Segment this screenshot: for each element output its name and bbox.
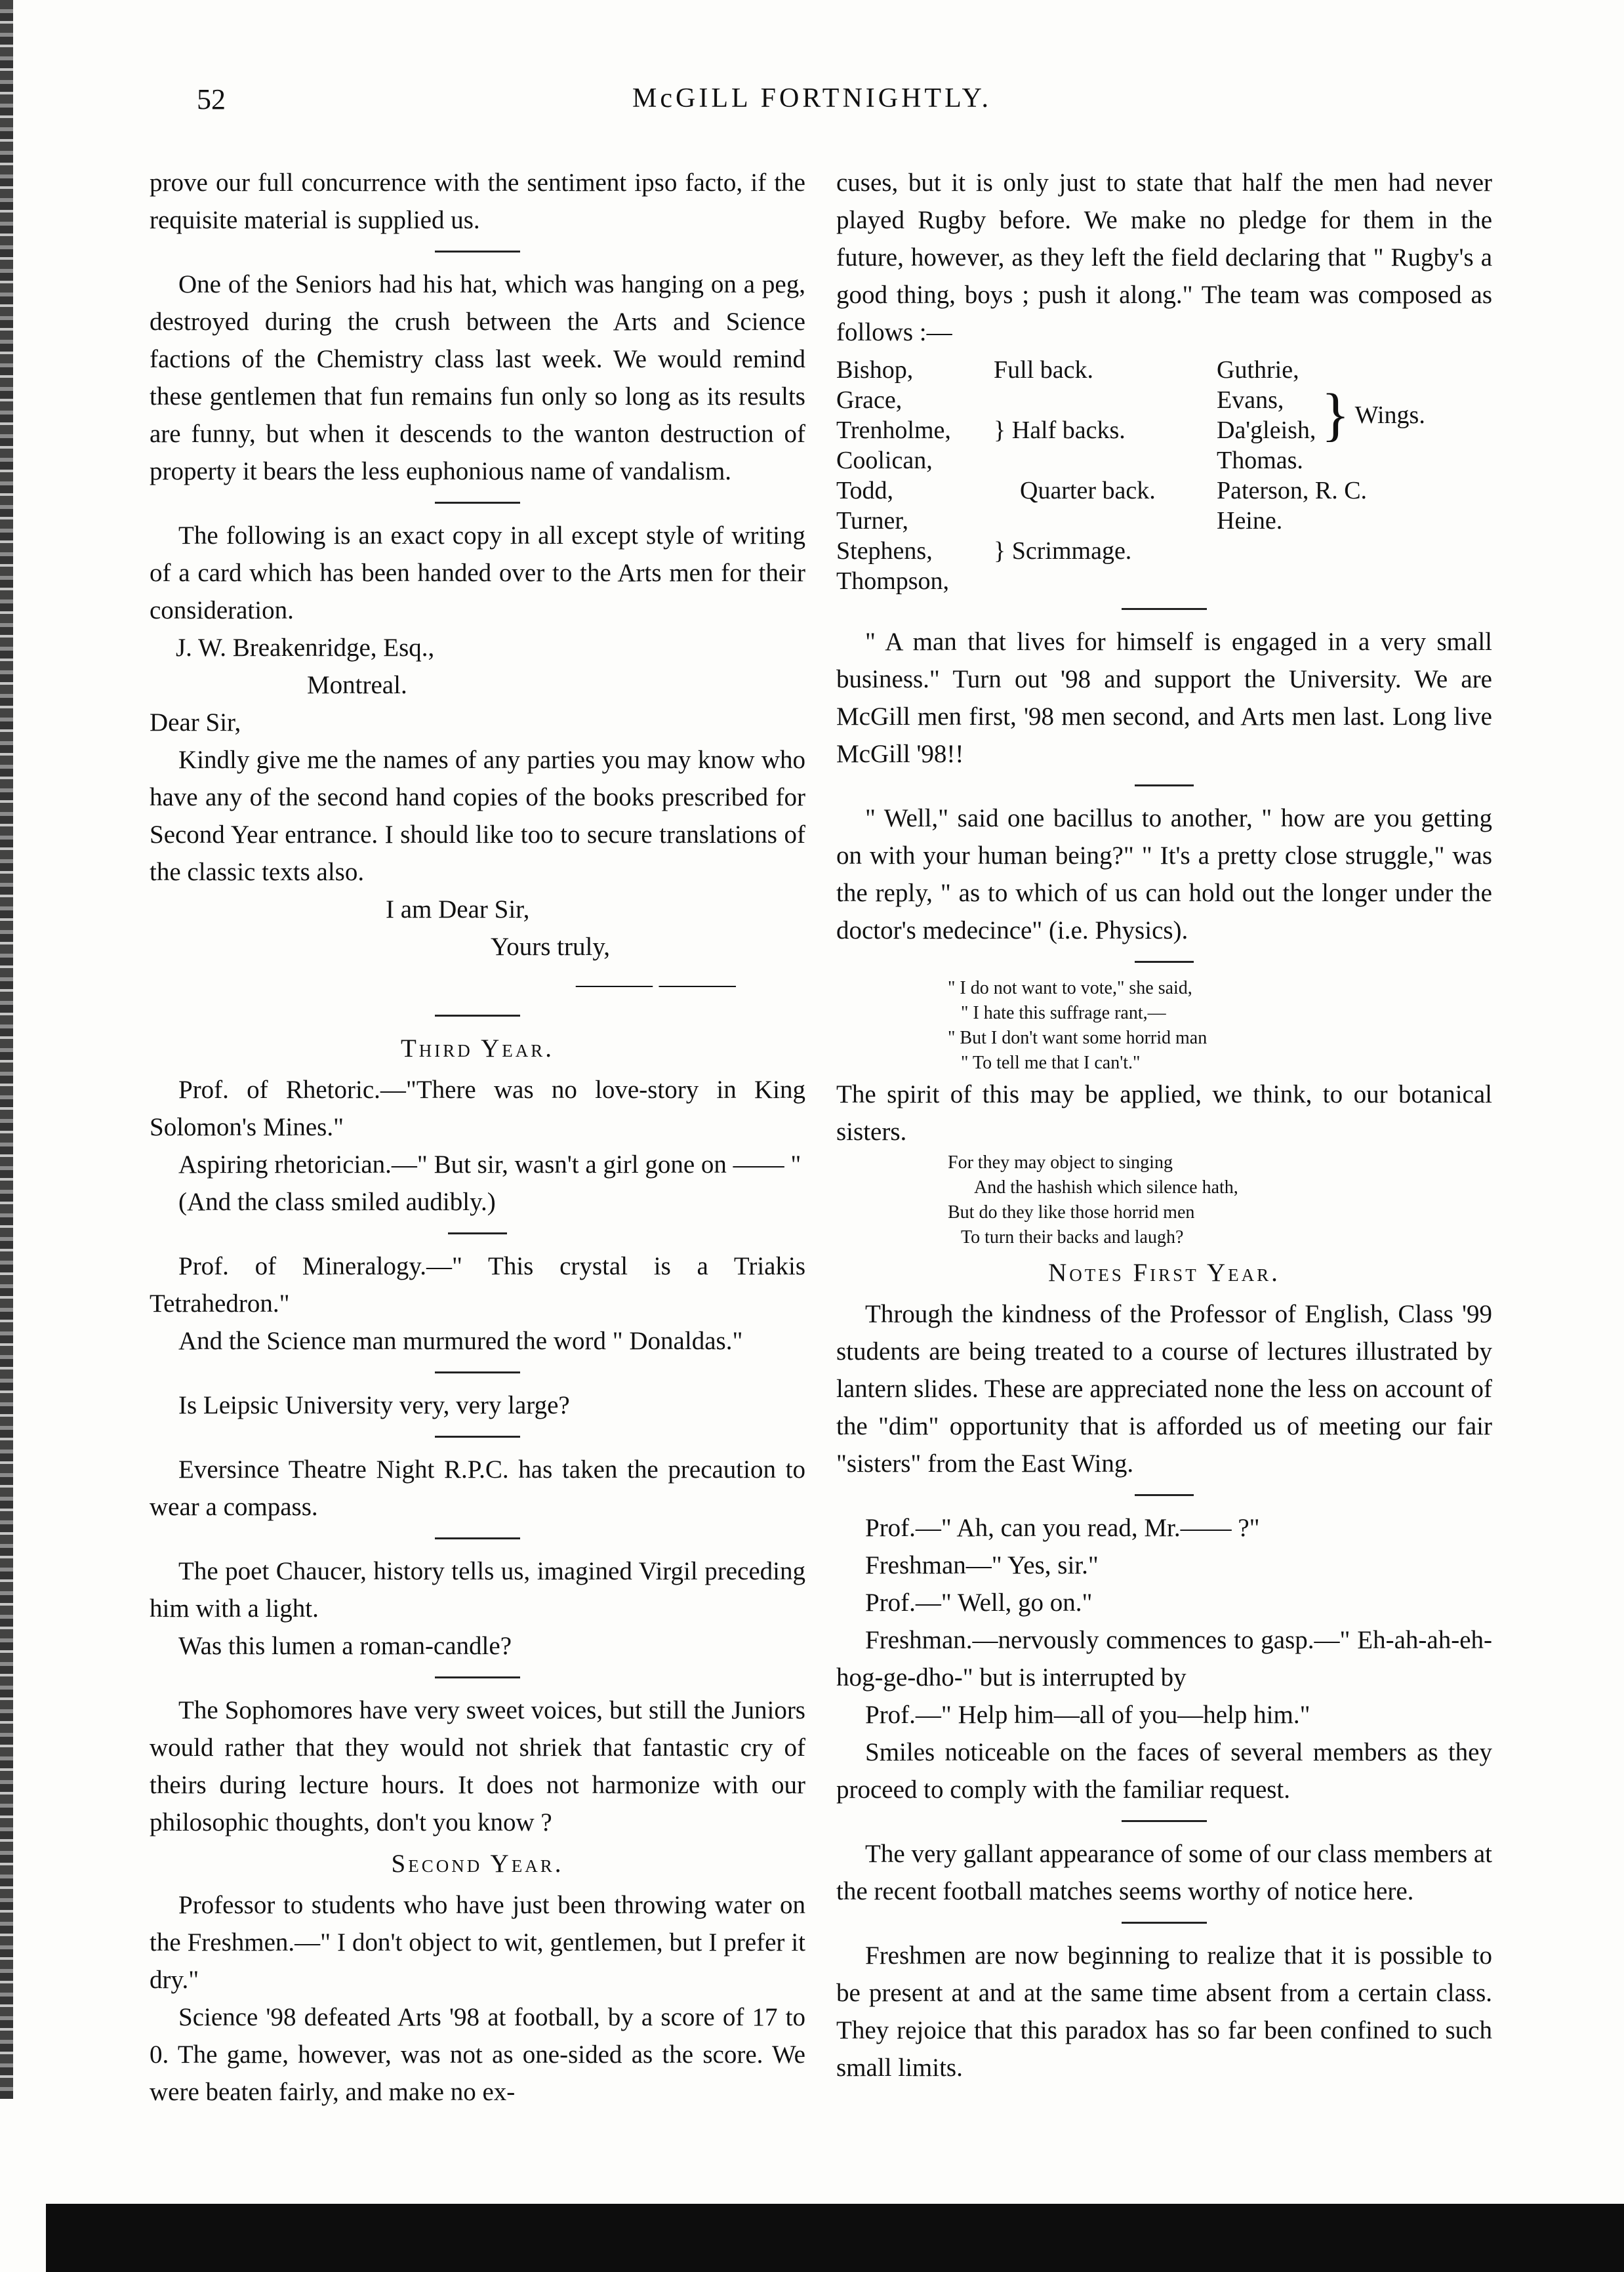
fullback-label: Full back. — [994, 356, 1093, 384]
poem-line: But do they like those horrid men — [948, 1202, 1195, 1223]
scrimmage-name: Stephens, — [836, 537, 933, 565]
leipsic: Is Leipsic University very, very large? — [178, 1391, 570, 1419]
divider — [1135, 784, 1194, 786]
divider — [1135, 1494, 1194, 1496]
brace-icon: } — [994, 537, 1012, 565]
letter-body: Kindly give me the names of any parties you may know who have any of the second hand copies of the books prescribed for Second Year entrance. I should like too to secure translations of the classic texts also. — [150, 746, 805, 886]
wing-name: Thomas. — [1217, 447, 1303, 474]
divider — [448, 1232, 507, 1234]
brace-icon: } — [1321, 382, 1350, 447]
paradox: Freshmen are now beginning to realize that it is possible to be present at and at the same time absent from a certain class. They rejoice that this paradox has so far been confined to such small limits. — [836, 1941, 1492, 2082]
third-year-class: (And the class smiled audibly.) — [178, 1188, 496, 1216]
quarterback-label: Quarter back. — [1020, 477, 1156, 504]
scan-edge — [0, 0, 13, 2099]
dialogue-line: Freshman.—nervously commences to gasp.—" Eh-ah-ah-eh-hog-ge-dho-" but is interrupted by — [836, 1626, 1492, 1692]
divider — [435, 1371, 520, 1373]
letter-close: I am Dear Sir, — [386, 895, 530, 923]
second-year-football: Science '98 defeated Arts '98 at football, by a score of 17 to 0. The game, however, was not as one-sided as the score. We were beaten fairly, and make no ex- — [150, 2003, 805, 2106]
quarterback-name: Todd, — [836, 477, 894, 504]
chaucer: The poet Chaucer, history tells us, imagined Virgil preceding him with a light. — [150, 1557, 805, 1623]
second-year-water: Professor to students who have just been throwing water on the Freshmen.—" I don't object to wit, gentlemen, but I prefer it dry." — [150, 1891, 805, 1994]
running-title: McGILL FORTNIGHTLY. — [632, 83, 992, 113]
poem-comment: The spirit of this may be applied, we think, to our botanical sisters. — [836, 1080, 1492, 1146]
heading-second-year: Second Year. — [391, 1850, 564, 1878]
letter-city: Montreal. — [307, 671, 407, 699]
dialogue-line: Smiles noticeable on the faces of several members as they proceed to comply with the familiar request. — [836, 1738, 1492, 1804]
other-player: Heine. — [1217, 507, 1283, 535]
halfbacks-label: Half backs. — [1011, 416, 1126, 444]
roman-candle: Was this lumen a roman-candle? — [178, 1632, 512, 1660]
mineralogy-reply: And the Science man murmured the word " Donaldas." — [178, 1327, 743, 1355]
page-header — [0, 83, 1624, 135]
fullback-name: Bishop, — [836, 356, 914, 384]
other-player: Paterson, R. C. — [1217, 477, 1368, 504]
sophomores: The Sophomores have very sweet voices, but still the Juniors would rather that they would not shriek that fantastic cry of theirs during lecture hours. It does not harmonize with our philosophic thoughts, don't you know ? — [150, 1696, 805, 1836]
poem-line: To turn their backs and laugh? — [961, 1227, 1184, 1248]
divider — [435, 251, 520, 253]
roster-positions — [994, 355, 1210, 596]
scan-bottom-shadow — [46, 2204, 1624, 2272]
right-column — [836, 164, 1492, 2086]
scrimmage-label: Scrimmage. — [1011, 537, 1132, 565]
dialogue-line: Prof.—" Well, go on." — [865, 1589, 1093, 1617]
bacillus: " Well," said one bacillus to another, " how are you getting on with your human being?" " It's a pretty close struggle," was the reply, " as to which of us can hold out the longer under the doctor's medecince" (i.e. Physics). — [836, 804, 1492, 944]
halfback-name: Coolican, — [836, 447, 933, 474]
letter-dash: ——— ——— — [576, 970, 736, 998]
man-lives-for-himself: " A man that lives for himself is engaged in a very small business." Turn out '98 and support the University. We are McGill men first, '98 men second, and Arts men last. Long live McGill '98!! — [836, 628, 1492, 768]
letter-addressee: J. W. Breakenridge, Esq., — [176, 634, 435, 662]
halfback-name: Trenholme, — [836, 416, 951, 444]
wing-name: Da'gleish, — [1217, 416, 1316, 444]
divider — [435, 1436, 520, 1438]
dialogue-line: Freshman—" Yes, sir." — [865, 1551, 1099, 1579]
divider — [435, 1015, 520, 1017]
roster-wings — [1217, 355, 1472, 596]
letter-signoff: Yours truly, — [491, 933, 611, 961]
divider — [1122, 1922, 1207, 1924]
divider — [1122, 608, 1207, 610]
scrimmage-name: Thompson, — [836, 567, 950, 595]
wing-name: Evans, — [1217, 386, 1284, 414]
wings-label: Wings. — [1354, 401, 1425, 429]
brace-icon: } — [994, 416, 1012, 444]
roster-names — [836, 355, 987, 596]
third-year-rhetoric: Prof. of Rhetoric.—"There was no love-story in King Solomon's Mines." — [150, 1076, 805, 1141]
scrimmage-name: Turner, — [836, 507, 909, 535]
poem-line: " I do not want to vote," she said, — [948, 978, 1192, 998]
paragraph-hat: One of the Seniors had his hat, which was hanging on a peg, destroyed during the crush between the Arts and Science factions of the Chemistry class last week. We would remind these gentlemen that fun remains fun only so long as its results are funny, but when it descends to the wanton destruction of property it bears the less euphonious name of vandalism. — [150, 270, 805, 485]
team-roster — [836, 355, 1492, 596]
football-continued: cuses, but it is only just to state that half the men had never played Rugby before. We make no pledge for them in the future, however, as they left the field declaring that " Rugby's a good thing, boys ; push it along." The team was composed as follows :— — [836, 169, 1492, 346]
poem-line: " To tell me that I can't." — [961, 1053, 1141, 1073]
poem-sisters — [836, 1150, 1492, 1250]
poem-line: For they may object to singing — [948, 1152, 1173, 1173]
mineralogy-quote: Prof. of Mineralogy.—" This crystal is a Triakis Tetrahedron." — [150, 1252, 805, 1318]
letter-salutation: Dear Sir, — [150, 708, 241, 737]
dialogue-line: Prof.—" Ah, can you read, Mr.—— ?" — [865, 1514, 1260, 1542]
divider — [435, 1537, 520, 1539]
third-year-rhetorician: Aspiring rhetorician.—" But sir, wasn't a girl gone on —— " — [178, 1150, 802, 1179]
halfback-name: Grace, — [836, 386, 903, 414]
poem-line: " But I don't want some horrid man — [948, 1028, 1208, 1048]
divider — [1122, 1820, 1207, 1822]
poem-line: And the hashish which silence hath, — [974, 1177, 1238, 1198]
heading-third-year: Third Year. — [400, 1034, 555, 1063]
wing-name: Guthrie, — [1217, 356, 1299, 384]
poem-line: " I hate this suffrage rant,— — [961, 1003, 1166, 1023]
poem-vote — [836, 976, 1492, 1076]
dialogue-line: Prof.—" Help him—all of you—help him." — [865, 1701, 1310, 1729]
theatre-night: Eversince Theatre Night R.P.C. has taken the precaution to wear a compass. — [150, 1455, 805, 1521]
divider — [1135, 961, 1194, 963]
gallant-appearance: The very gallant appearance of some of our class members at the recent football matches seems worthy of notice here. — [836, 1840, 1492, 1905]
paragraph-ipso-facto: prove our full concurrence with the sentiment ipso facto, if the requisite material is supplied us. — [150, 169, 805, 234]
divider — [435, 1676, 520, 1678]
lantern-slides: Through the kindness of the Professor of English, Class '99 students are being treated to a course of lectures illustrated by lantern slides. These are appreciated none the less on account of the "dim" opportunity that is afforded us of meeting our fair "sisters" from the East Wing. — [836, 1300, 1492, 1478]
left-column — [150, 164, 805, 2111]
divider — [435, 502, 520, 504]
heading-first-year: Notes First Year. — [1048, 1259, 1280, 1287]
page-number: 52 — [197, 83, 226, 115]
paragraph-card: The following is an exact copy in all except style of writing of a card which has been handed over to the Arts men for their consideration. — [150, 521, 805, 624]
